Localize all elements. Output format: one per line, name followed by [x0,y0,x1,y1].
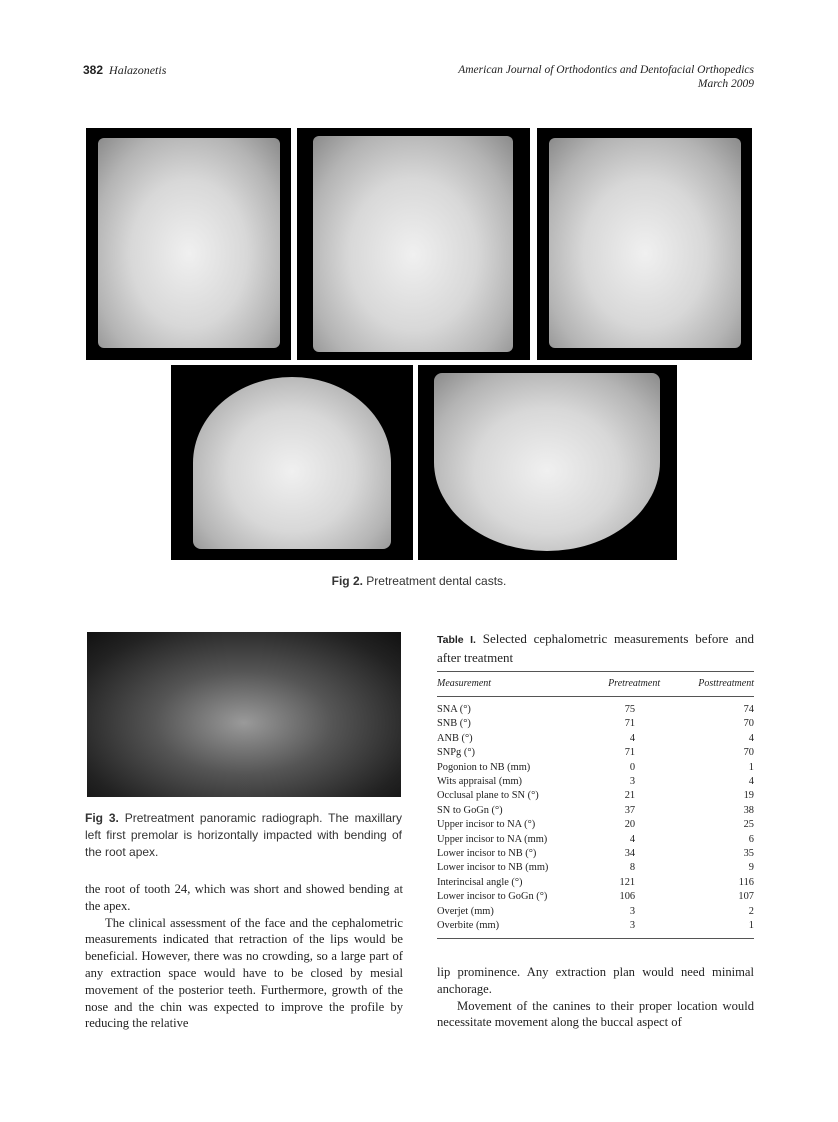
table-row [437,847,754,861]
measurements-table [437,672,754,934]
cell-measurement: Upper incisor to NA (°) [437,819,536,831]
table-row [437,746,754,760]
cell-pretreatment: 21 [624,790,636,802]
cell-measurement: Overbite (mm) [437,920,500,932]
running-header-right [458,63,754,91]
cell-posttreatment: 6 [748,833,754,845]
cell-measurement: SNPg (°) [437,747,475,759]
table-row [437,890,754,904]
cell-pretreatment: 3 [629,920,636,932]
cell-pretreatment: 4 [629,833,636,845]
cell-posttreatment: 1 [748,920,754,932]
cell-measurement: SN to GoGn (°) [437,804,503,816]
cell-posttreatment: 25 [743,819,754,831]
table-row [437,919,754,933]
cell-posttreatment: 2 [748,905,754,917]
running-header-left [83,63,166,78]
cell-posttreatment: 35 [743,848,754,860]
fig3-caption-text: Pretreatment panoramic radiograph. The maxillary left first premolar is horizontally impacted with bending of the root apex. [85,811,403,859]
issue-date: March 2009 [697,78,754,90]
cell-posttreatment: 4 [748,732,754,744]
cell-measurement: Lower incisor to NB (mm) [437,862,549,874]
paragraph: The clinical assessment of the face and the cephalometric measurements indicated that retraction of the lips would be beneficial. However, there was no crowding, so a large part of any extraction space would have to be closed by mesial movement of the posterior teeth. Furthermore, growth of the nose and the chin was expected to improve the profile by reducing the relative [85,915,403,1031]
page-number: 382 [83,63,104,77]
cell-measurement: Lower incisor to GoGn (°) [437,891,548,903]
table-row [437,761,754,775]
cell-posttreatment: 1 [748,761,754,773]
table-bottom-rule [437,938,754,939]
cell-posttreatment: 19 [743,790,754,802]
cell-pretreatment: 71 [624,718,636,730]
cast-photo-mandibular-occlusal [418,365,677,560]
table-row [437,804,754,818]
paragraph: lip prominence. Any extraction plan would need minimal anchorage. [437,965,754,996]
right-column-text [437,964,754,1031]
fig3-caption [85,810,402,861]
cell-pretreatment: 3 [629,905,636,917]
table-row [437,833,754,847]
fig3-label: Fig 3. [85,811,119,825]
table-row [437,818,754,832]
table-title [437,630,754,672]
table-row [437,717,754,731]
cell-pretreatment: 20 [624,819,636,831]
table-row [437,861,754,875]
table-row [437,697,754,718]
cell-pretreatment: 34 [624,848,636,860]
fig2-caption [0,574,838,588]
table-row [437,876,754,890]
cell-pretreatment: 8 [629,862,636,874]
cast-photo-frontal [297,128,530,360]
table-row [437,775,754,789]
cell-pretreatment: 3 [629,776,636,788]
table-row [437,789,754,803]
cell-pretreatment: 0 [629,761,636,773]
col-header-pretreatment: Pretreatment [608,677,661,689]
paragraph: Movement of the canines to their proper location would necessitate movement along the buccal aspect of [437,998,754,1030]
cell-measurement: Pogonion to NB (mm) [437,761,531,773]
left-column-text [85,881,403,1032]
journal-name: American Journal of Orthodontics and Dentofacial Orthopedics [458,64,754,76]
cell-pretreatment: 121 [619,876,636,888]
cast-photo-right-lateral [86,128,291,360]
cast-photo-maxillary-occlusal [171,365,413,560]
cell-pretreatment: 71 [624,747,636,759]
cell-measurement: Interincisal angle (°) [437,876,523,888]
cell-posttreatment: 4 [748,776,754,788]
cell-measurement: ANB (°) [437,732,473,744]
table-row [437,905,754,919]
cell-pretreatment: 75 [624,704,636,715]
table-row [437,732,754,746]
cell-pretreatment: 106 [619,891,636,903]
fig2-caption-text: Pretreatment dental casts. [366,574,507,588]
cell-posttreatment: 107 [738,891,754,903]
cell-posttreatment: 116 [738,876,754,888]
author: Halazonetis [109,63,167,77]
cell-posttreatment: 70 [743,747,754,759]
cell-posttreatment: 38 [743,804,754,816]
cast-photo-left-lateral [537,128,752,360]
cell-measurement: Occlusal plane to SN (°) [437,790,539,802]
table-title-text: Selected cephalometric measurements before and after treatment [437,631,755,665]
paragraph: the root of tooth 24, which was short and showed bending at the apex. [85,882,403,913]
table-1 [437,630,754,939]
table-label: Table I. [437,634,476,646]
fig2-label: Fig 2. [331,574,363,588]
cell-measurement: SNB (°) [437,718,471,730]
cell-measurement: Lower incisor to NB (°) [437,848,537,860]
cell-posttreatment: 74 [743,704,754,715]
cell-pretreatment: 37 [624,804,636,816]
cell-measurement: SNA (°) [437,704,471,715]
col-header-measurement: Measurement [437,677,492,689]
cell-measurement: Upper incisor to NA (mm) [437,833,548,845]
col-header-posttreatment: Posttreatment [698,677,754,689]
cell-posttreatment: 9 [748,862,754,874]
cell-posttreatment: 70 [743,718,754,730]
cell-measurement: Overjet (mm) [437,905,494,917]
cell-pretreatment: 4 [629,732,636,744]
panoramic-radiograph [87,632,401,797]
cell-measurement: Wits appraisal (mm) [437,776,522,788]
